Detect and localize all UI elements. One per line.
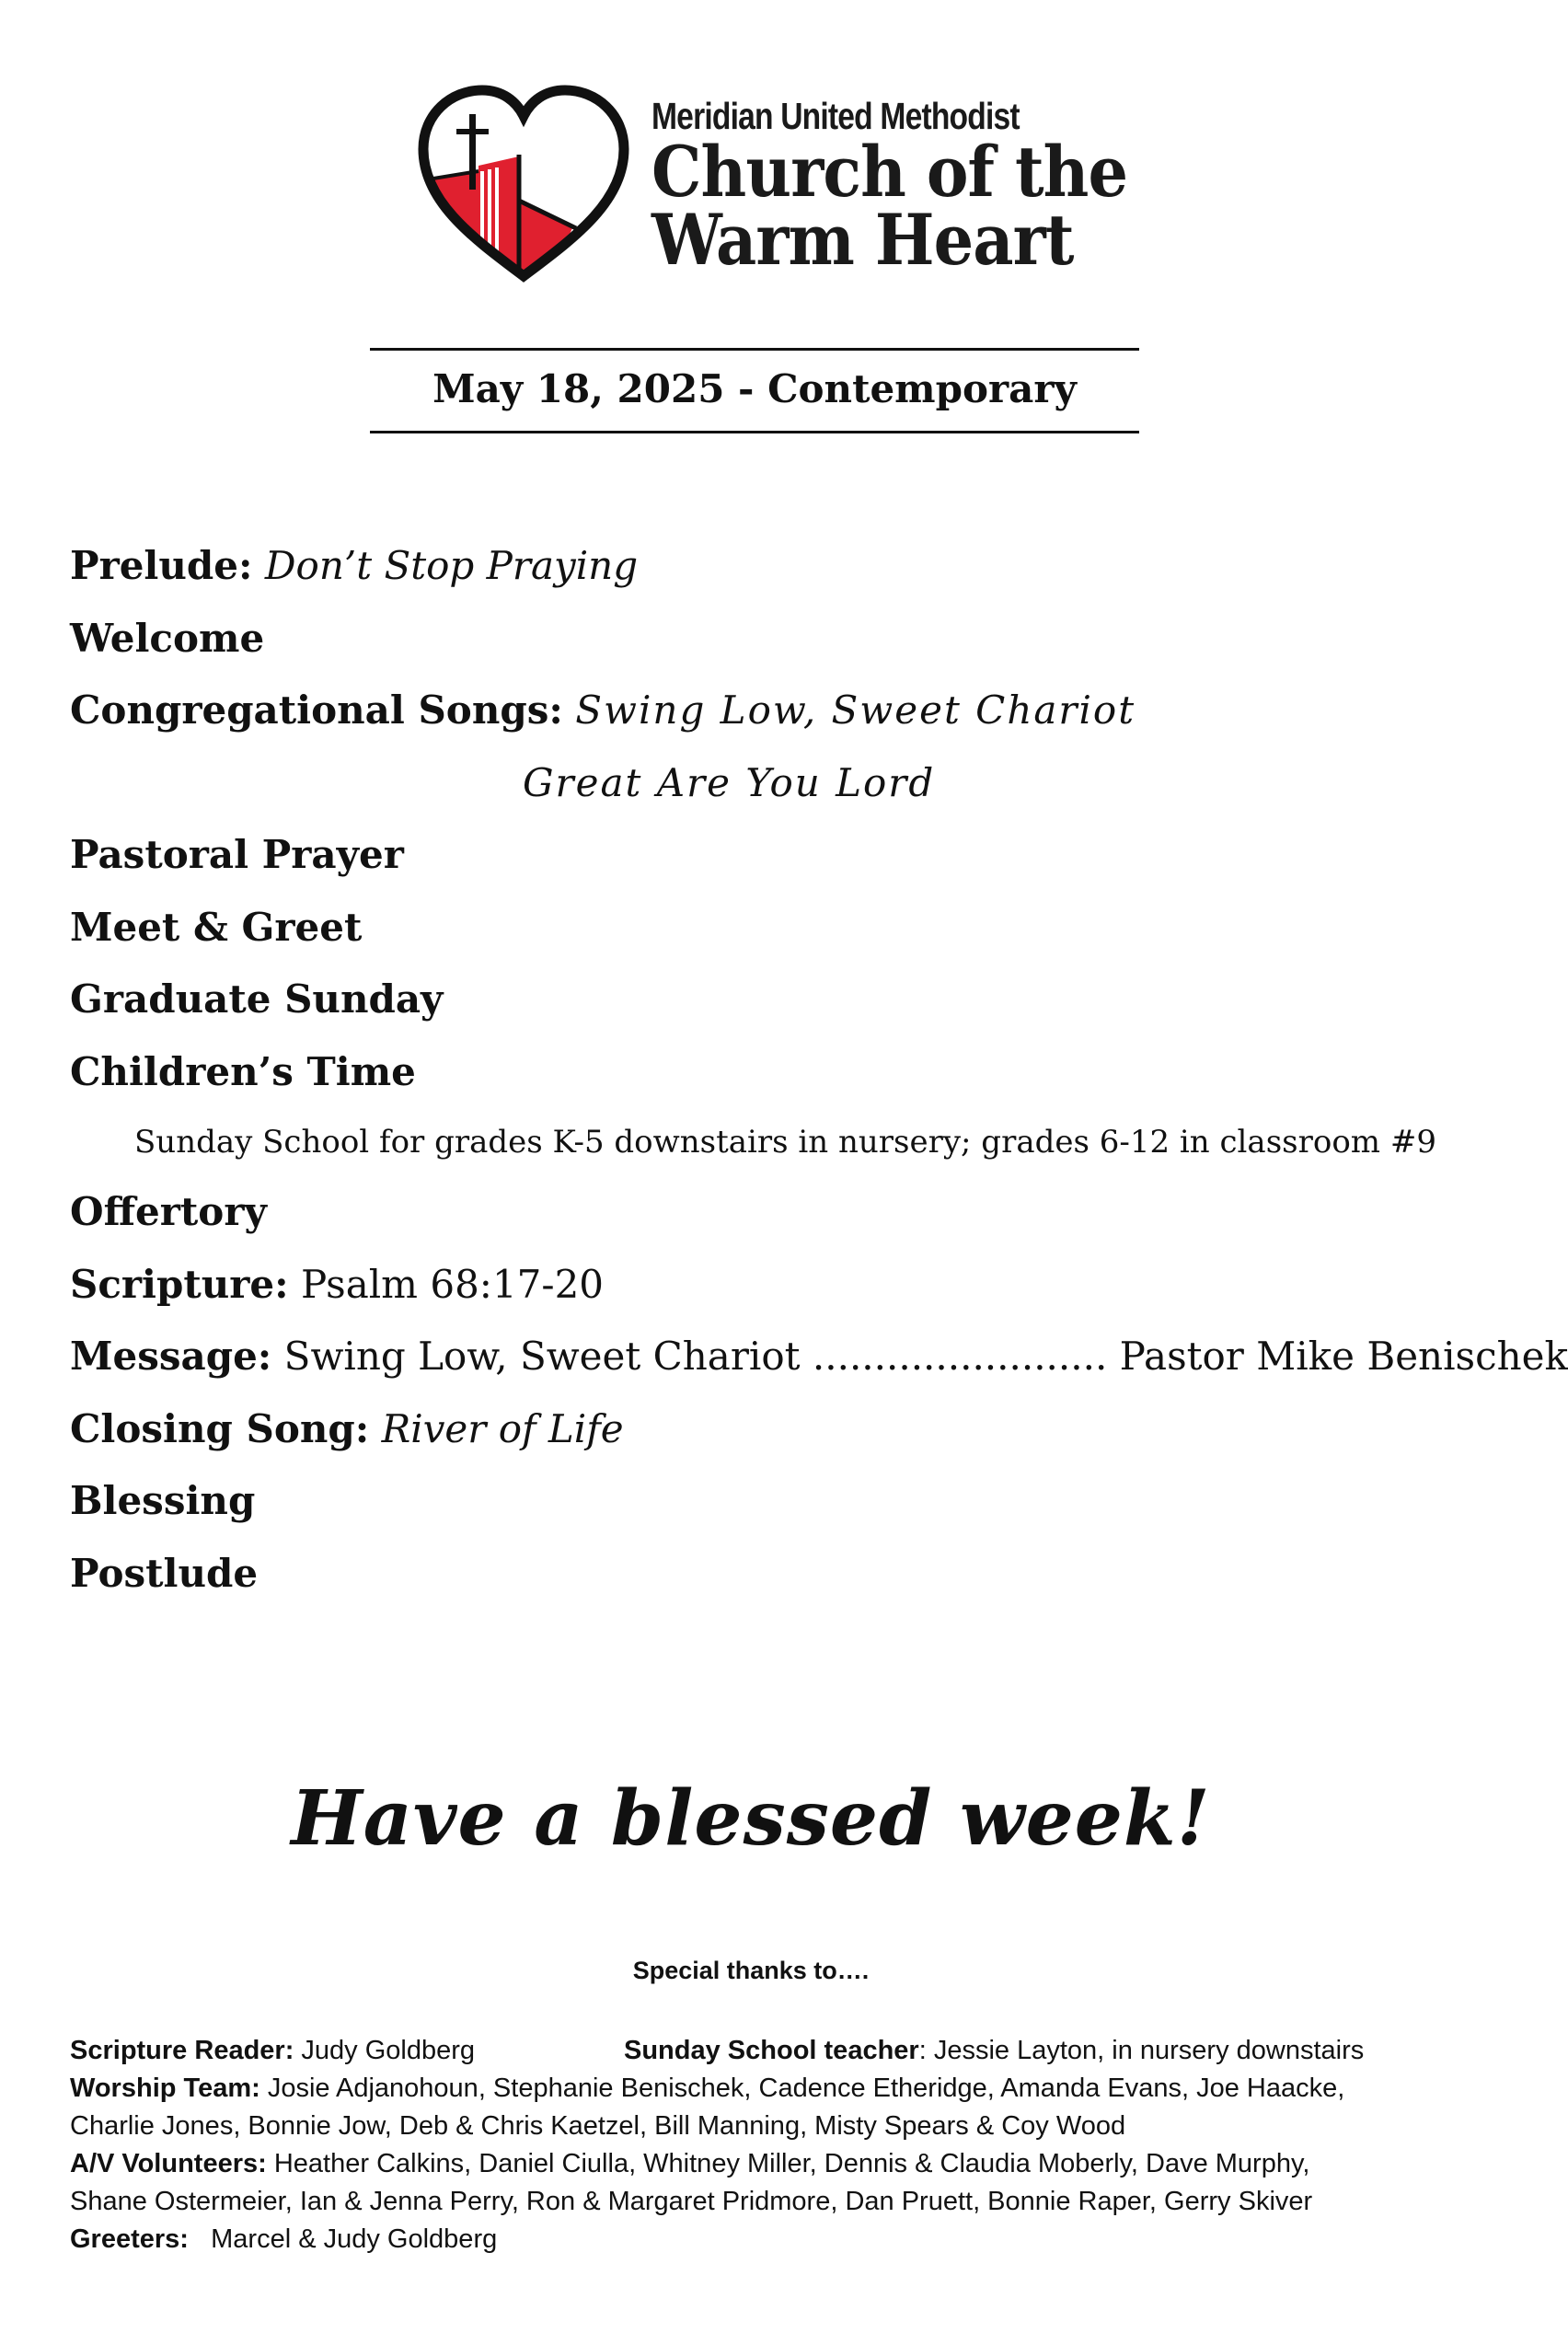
church-name-line2: Church of the <box>651 131 1128 213</box>
meet-greet-label: Meet & Greet <box>70 904 363 950</box>
song-2: Great Are You Lord <box>523 759 936 805</box>
ss-teacher-label: Sunday School teacher <box>624 2036 919 2065</box>
worship-team-names-1: Josie Adjanohoun, Stephanie Benischek, Cadence Etheridge, Amanda Evans, Joe Haacke, <box>267 2074 1345 2103</box>
item-prelude <box>70 530 1450 603</box>
credits-row-av-2 <box>70 2183 1450 2221</box>
closing-message: Have a blessed week! <box>291 1774 1211 1863</box>
item-offertory <box>70 1176 1450 1249</box>
song-1: Swing Low, Sweet Chariot <box>575 687 1136 733</box>
message-leader-dots: ........................ <box>812 1334 1108 1379</box>
scripture-reader-label: Scripture Reader: <box>70 2036 294 2065</box>
ss-teacher-credit <box>624 2032 1364 2070</box>
av-volunteers-names-1: Heather Calkins, Daniel Ciulla, Whitney Miller, Dennis & Claudia Moberly, Dave Murphy, <box>273 2149 1310 2178</box>
item-scripture <box>70 1249 1450 1322</box>
message-label: Message: <box>70 1334 272 1379</box>
credits-row-worship-2 <box>70 2108 1450 2145</box>
special-thanks-heading: Special thanks to…. <box>632 1957 870 1984</box>
blessing-label: Blessing <box>70 1478 256 1523</box>
av-volunteers-label: A/V Volunteers: <box>70 2149 267 2178</box>
order-of-worship <box>70 530 1568 1610</box>
church-name-line1: Meridian United Methodist <box>651 95 1020 137</box>
message-speaker: Pastor Mike Benischek <box>1119 1334 1568 1379</box>
heart-cross-icon <box>410 81 637 293</box>
date-top-rule <box>370 348 1139 351</box>
item-pastoral-prayer <box>70 819 1450 892</box>
scripture-reference: Psalm 68:17-20 <box>301 1261 605 1307</box>
item-welcome <box>70 603 1450 676</box>
credits-block <box>70 2032 1450 2258</box>
scripture-reader-name: Judy Goldberg <box>301 2036 476 2065</box>
closing-song-label: Closing Song: <box>70 1405 370 1451</box>
credits-row-worship-1 <box>70 2070 1450 2108</box>
item-postlude <box>70 1538 1450 1611</box>
closing-song-title: River of Life <box>381 1405 624 1451</box>
prelude-label: Prelude: <box>70 543 253 588</box>
item-closing-song <box>70 1393 1450 1466</box>
graduate-sunday-label: Graduate Sunday <box>70 976 444 1022</box>
worship-team-label: Worship Team: <box>70 2074 260 2103</box>
credits-row-readers <box>70 2032 1450 2070</box>
av-volunteers-names-2: Shane Ostermeier, Ian & Jenna Perry, Ron & Margaret Pridmore, Dan Pruett, Bonnie Raper, Gerry Skiver <box>70 2187 1313 2216</box>
prelude-title: Don’t Stop Praying <box>264 543 639 588</box>
date-bottom-rule <box>370 431 1139 433</box>
service-date: May 18, 2025 - Contemporary <box>432 366 1077 411</box>
church-name-line3: Warm Heart <box>651 199 1074 281</box>
songs-label: Congregational Songs: <box>70 687 563 733</box>
welcome-label: Welcome <box>70 615 265 661</box>
worship-team-names-2: Charlie Jones, Bonnie Jow, Deb & Chris Kaetzel, Bill Manning, Misty Spears & Coy Wood <box>70 2111 1126 2141</box>
item-message <box>70 1321 1568 1393</box>
sunday-school-note: Sunday School for grades K-5 downstairs in nursery; grades 6-12 in classroom #9 <box>134 1124 1436 1161</box>
offertory-label: Offertory <box>70 1189 267 1234</box>
item-blessing <box>70 1465 1450 1538</box>
church-logo <box>410 81 1128 293</box>
item-sunday-school-note <box>70 1108 1450 1176</box>
credits-row-av-1 <box>70 2145 1450 2183</box>
item-childrens-time <box>70 1036 1450 1109</box>
childrens-time-label: Children’s Time <box>70 1048 416 1094</box>
item-congregational-songs <box>70 675 1450 747</box>
greeters-label: Greeters: <box>70 2224 189 2254</box>
credits-row-greeters <box>70 2221 1450 2258</box>
item-meet-greet <box>70 892 1450 965</box>
item-song-2 <box>70 747 1450 820</box>
greeters-names: Marcel & Judy Goldberg <box>211 2224 498 2254</box>
pastoral-prayer-label: Pastoral Prayer <box>70 832 404 877</box>
message-title: Swing Low, Sweet Chariot <box>283 1334 801 1379</box>
postlude-label: Postlude <box>70 1550 259 1596</box>
item-graduate-sunday <box>70 964 1450 1036</box>
scripture-label: Scripture: <box>70 1261 289 1307</box>
ss-teacher-name: : Jessie Layton, in nursery downstairs <box>918 2036 1365 2065</box>
